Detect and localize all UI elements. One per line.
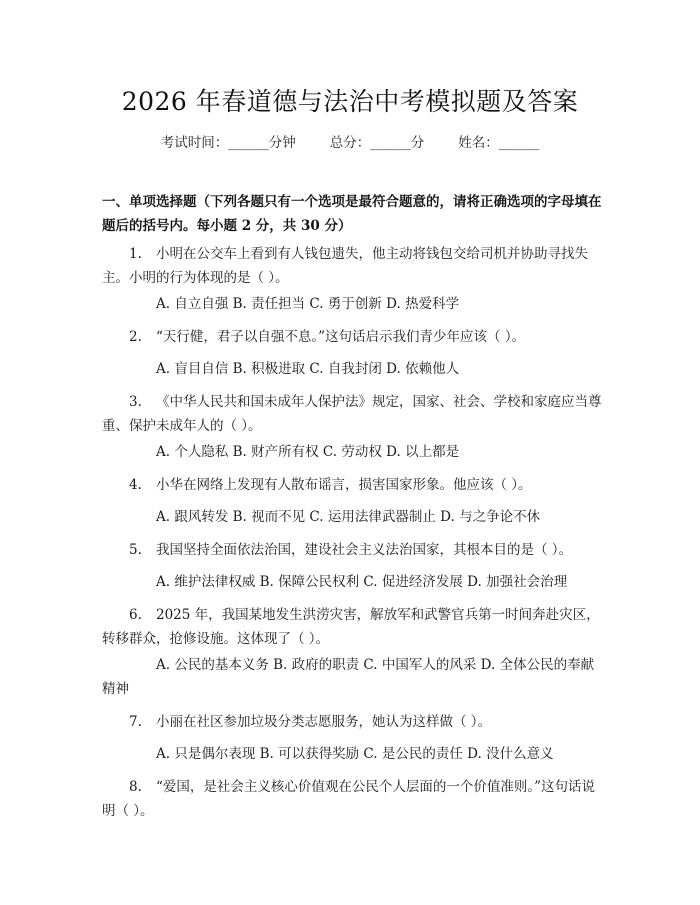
question-number: 7. (129, 714, 142, 730)
exam-meta (0, 131, 700, 151)
question-item (102, 325, 602, 349)
student-name-field: 姓名：______ (458, 135, 540, 151)
question-stem: “天行健，君子以自强不息。”这句话启示我们青少年应该（ ）。 (156, 329, 526, 345)
question-item (102, 538, 602, 562)
exam-time-field: 考试时间：______分钟 (160, 135, 296, 151)
question-item (102, 710, 602, 734)
question-item (102, 603, 602, 651)
question-item (102, 775, 602, 823)
total-score-field: 总分：______分 (329, 135, 425, 151)
question-stem: 2025 年，我国某地发生洪涝灾害，解放军和武警官兵第一时间奔赴灾区，转移群众，抢修设施。这体现了（ ）。 (102, 607, 600, 647)
question-options: A. 只是偶尔表现 B. 可以获得奖励 C. 是公民的责任 D. 没什么意义 (156, 746, 554, 762)
question-options: A. 盲目自信 B. 积极进取 C. 自我封闭 D. 依赖他人 (156, 361, 460, 377)
question-options: A. 自立自强 B. 责任担当 C. 勇于创新 D. 热爱科学 (156, 296, 460, 312)
page-title: 2026 年春道德与法治中考模拟题及答案 (121, 87, 579, 116)
question-number: 2. (129, 329, 142, 345)
question-options: A. 个人隐私 B. 财产所有权 C. 劳动权 D. 以上都是 (156, 444, 460, 460)
question-options: A. 公民的基本义务 B. 政府的职责 C. 中国军人的风采 D. 全体公民的奉献精神 (102, 657, 595, 697)
question-stem: 《中华人民共和国未成年人保护法》规定，国家、社会、学校和家庭应当尊重、保护未成年人的（ ）。 (102, 394, 602, 434)
question-number: 5. (129, 542, 142, 558)
question-stem: 小丽在社区参加垃圾分类志愿服务，她认为这样做（ ）。 (156, 714, 492, 730)
question-options: A. 跟风转发 B. 视而不见 C. 运用法律武器制止 D. 与之争论不休 (156, 509, 541, 525)
question-number: 3. (129, 394, 142, 410)
question-item (102, 390, 602, 438)
question-item (102, 473, 602, 497)
question-options: A. 维护法律权威 B. 保障公民权利 C. 促进经济发展 D. 加强社会治理 (156, 574, 568, 590)
section-heading: 一、单项选择题（下列各题只有一个选项是最符合题意的，请将正确选项的字母填在题后的括号内。每小题 2 分，共 30 分） (102, 194, 602, 234)
question-number: 4. (129, 477, 142, 493)
question-number: 6. (129, 607, 142, 623)
question-number: 8. (129, 779, 142, 795)
question-stem: 小华在网络上发现有人散布谣言，损害国家形象。他应该（ ）。 (156, 477, 532, 493)
question-item (102, 242, 602, 290)
question-number: 1. (129, 246, 142, 262)
question-stem: “爱国，是社会主义核心价值观在公民个人层面的一个价值准则。”这句话说明（ ）。 (102, 779, 596, 819)
question-stem: 小明在公交车上看到有人钱包遗失，他主动将钱包交给司机并协助寻找失主。小明的行为体现的是（ ）。 (102, 246, 588, 286)
question-stem: 我国坚持全面依法治国，建设社会主义法治国家，其根本目的是（ ）。 (156, 542, 573, 558)
